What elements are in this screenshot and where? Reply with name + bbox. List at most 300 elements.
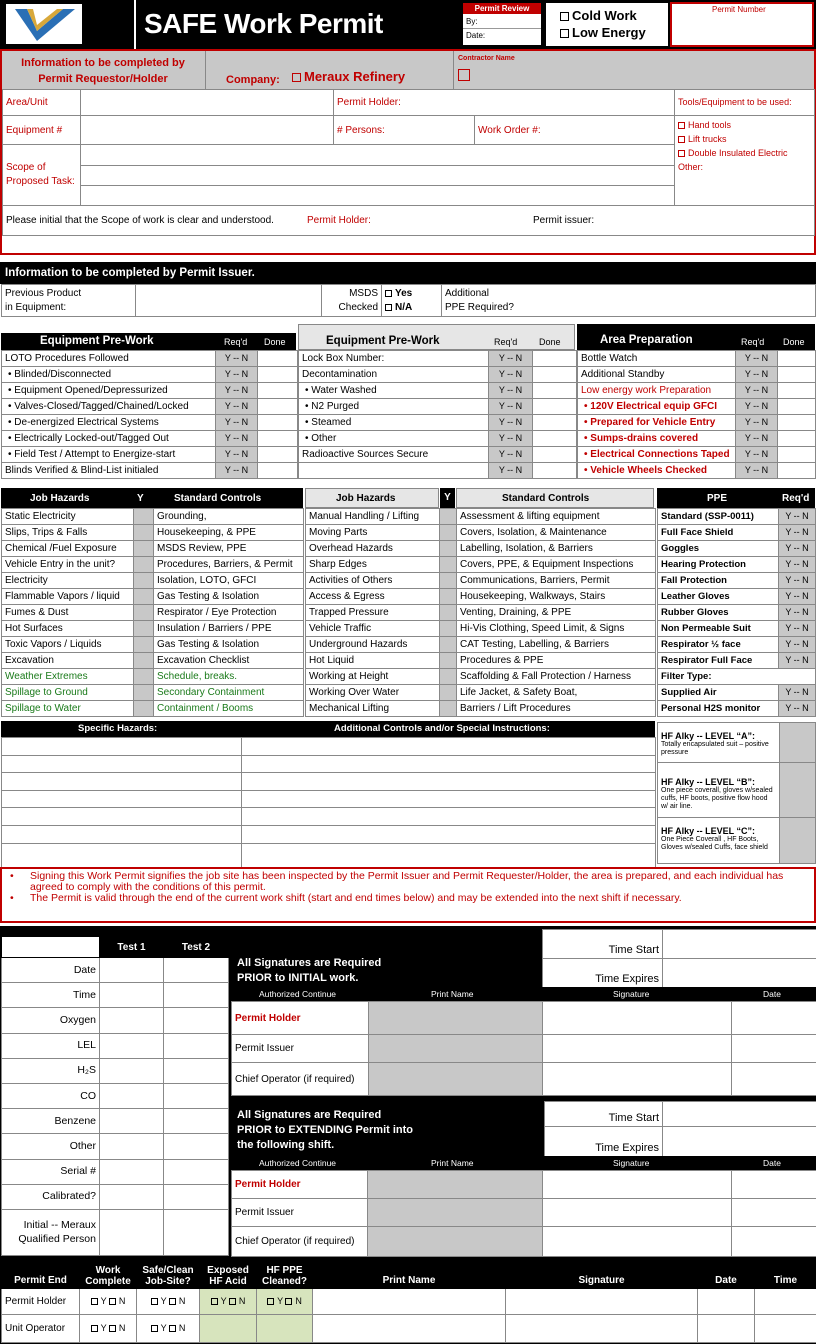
initial-issuer-label: Permit issuer: (533, 215, 595, 226)
gas-test-1-cell[interactable] (100, 1109, 164, 1134)
gas-test-label: LEL (2, 1033, 100, 1058)
by-field[interactable]: By: (463, 14, 541, 29)
gas-test-2-cell[interactable] (164, 1008, 229, 1033)
prework-reqd-yn[interactable]: Y -- N (216, 351, 258, 367)
prework-done-cell[interactable] (778, 383, 816, 399)
ppe-table (657, 508, 816, 717)
prework-item-label: • Water Washed (299, 383, 489, 399)
ppe-label: PPE (707, 493, 728, 504)
ppe-required-label: PPE Required? (445, 301, 514, 313)
hazard-y-check[interactable] (134, 669, 154, 685)
alky-b-label: HF Alky -- LEVEL “B”: (661, 777, 756, 787)
sign1-chief-name[interactable] (369, 1063, 543, 1096)
specific-hazard-row (2, 773, 656, 791)
prework-done-cell[interactable] (533, 351, 577, 367)
gas-test-2-cell[interactable] (164, 1109, 229, 1134)
end-holder-safe-clean[interactable]: Y N (137, 1289, 200, 1315)
gas-test-label: Date (2, 958, 100, 983)
control-label: Labelling, Isolation, & Barriers (457, 541, 656, 557)
prework-reqd-yn[interactable]: Y -- N (736, 351, 778, 367)
hazard-label: Slips, Trips & Falls (2, 525, 134, 541)
area-label: Area/Unit (6, 97, 48, 108)
hazard-y-check[interactable] (134, 621, 154, 637)
gas-test-label: Serial # (2, 1159, 100, 1184)
prework-reqd-yn[interactable]: Y -- N (489, 463, 533, 479)
additional-control-cell[interactable] (242, 790, 656, 808)
prev-product-input[interactable] (136, 285, 322, 317)
filter-type-label: Filter Type: (658, 669, 816, 685)
ppe-row (658, 573, 816, 589)
end-holder-sig[interactable] (506, 1289, 698, 1315)
hazard-row (306, 685, 656, 701)
contractor-checkbox[interactable] (458, 69, 473, 83)
end-holder-hf-ppe[interactable]: Y N (257, 1289, 313, 1315)
page-title: SAFE Work Permit (144, 8, 383, 39)
specific-hazards-label: Specific Hazards: (78, 723, 158, 734)
prework-done-cell[interactable] (533, 431, 577, 447)
hazard-y-check[interactable] (440, 637, 457, 653)
hazard-y-check[interactable] (134, 653, 154, 669)
sign1-issuer-name[interactable] (369, 1035, 543, 1063)
hazard-row (306, 605, 656, 621)
ppe-reqd-yn[interactable]: Y -- N (779, 637, 816, 653)
sign1-chief-sig[interactable] (543, 1063, 732, 1096)
prework-reqd-yn[interactable]: Y -- N (736, 399, 778, 415)
hazard-row (2, 525, 304, 541)
hazard-y-check[interactable] (440, 605, 457, 621)
hazard-y-check[interactable] (134, 589, 154, 605)
ppe-reqd-yn[interactable]: Y -- N (779, 573, 816, 589)
tool-lift-checkbox[interactable]: Lift trucks (678, 132, 811, 146)
notice-2: • The Permit is valid through the end of the current work shift (start and end times below) and may be extended into the next shift if necessary. (10, 892, 682, 904)
prework-row (2, 431, 298, 447)
end-holder-exposed-hf[interactable]: Y N (200, 1289, 257, 1315)
control-label: Secondary Containment (154, 685, 304, 701)
specific-hazard-cell[interactable] (2, 738, 242, 756)
prework-reqd-yn[interactable]: Y -- N (489, 415, 533, 431)
alky-b-check[interactable] (780, 763, 816, 818)
prework-done-cell[interactable] (533, 399, 577, 415)
hazard-y-check[interactable] (440, 573, 457, 589)
end-holder-time[interactable] (755, 1289, 816, 1315)
prework-done-cell[interactable] (533, 415, 577, 431)
hazard-y-check[interactable] (134, 541, 154, 557)
gas-test-row (2, 958, 229, 983)
sign1-holder: Permit Holder (235, 1012, 301, 1024)
specific-hazard-cell[interactable] (2, 825, 242, 843)
end-operator-exposed-hf (200, 1315, 257, 1343)
specific-hazard-row (2, 825, 656, 843)
end-holder-name[interactable] (313, 1289, 506, 1315)
sign1-holder-sig[interactable] (543, 1002, 732, 1035)
specific-hazard-cell[interactable] (2, 808, 242, 826)
control-label: Excavation Checklist (154, 653, 304, 669)
cold-work-checkbox[interactable]: Cold Work (560, 8, 668, 23)
requestor-table (2, 89, 815, 236)
prework-done-cell[interactable] (258, 367, 298, 383)
hazard-label: Spillage to Ground (2, 685, 134, 701)
scope-line-1[interactable] (81, 145, 675, 166)
gas-test-2-cell[interactable] (164, 1159, 229, 1184)
ppe-row (658, 509, 816, 525)
prework-reqd-yn[interactable]: Y -- N (489, 399, 533, 415)
prework-done-cell[interactable] (778, 431, 816, 447)
prework-item-label: • De-energized Electrical Systems (2, 415, 216, 431)
gas-test-1-cell[interactable] (100, 1134, 164, 1159)
hazard-row (2, 653, 304, 669)
hazard-row (2, 701, 304, 717)
gas-test-row (2, 1134, 229, 1159)
prework-row (578, 399, 816, 415)
end-h4: Exposed HF Acid (207, 1264, 249, 1287)
gas-test-1-cell[interactable] (100, 1209, 164, 1255)
permit-number-label: Permit Number (712, 5, 766, 14)
hazard-y-check[interactable] (134, 605, 154, 621)
prework-done-cell[interactable] (258, 463, 298, 479)
supplied-air-row (658, 685, 816, 701)
prework-reqd-yn[interactable]: Y -- N (216, 415, 258, 431)
hazard-y-check[interactable] (134, 509, 154, 525)
permit-number-field[interactable] (670, 2, 814, 47)
prework-reqd-yn[interactable]: Y -- N (216, 399, 258, 415)
control-label: Gas Testing & Isolation (154, 637, 304, 653)
sign2-issuer-name[interactable] (368, 1199, 543, 1227)
gas-test-row (2, 1184, 229, 1209)
end-operator-safe-clean[interactable]: Y N (137, 1315, 200, 1343)
hazard-label: Spillage to Water (2, 701, 134, 717)
additional-control-cell[interactable] (242, 755, 656, 773)
hazard-y-check[interactable] (134, 573, 154, 589)
contractor-label: Contractor Name (458, 55, 515, 62)
hazard-label: Hot Surfaces (2, 621, 134, 637)
hazard-label: Fumes & Dust (2, 605, 134, 621)
prework-reqd-yn[interactable]: Y -- N (489, 351, 533, 367)
sign2-chief-sig[interactable] (543, 1227, 732, 1257)
end-operator-sig[interactable] (506, 1315, 698, 1343)
specific-hazard-cell[interactable] (2, 790, 242, 808)
hazard-y-check[interactable] (440, 541, 457, 557)
end-holder-work-complete[interactable]: Y N (80, 1289, 137, 1315)
low-energy-checkbox[interactable]: Low Energy (560, 25, 668, 40)
sign2-holder-date[interactable] (732, 1171, 816, 1199)
hazard-y-check[interactable] (440, 621, 457, 637)
prework-reqd-3: Req'd (741, 337, 765, 347)
prework-done-cell[interactable] (778, 463, 816, 479)
hazard-label: Mechanical Lifting (306, 701, 440, 717)
hazard-y-check[interactable] (134, 685, 154, 701)
ppe-reqd-yn[interactable]: Y -- N (779, 541, 816, 557)
sign2-table (231, 1170, 816, 1257)
sign1-time-expires-input[interactable] (663, 959, 816, 988)
ppe-reqd-yn[interactable]: Y -- N (779, 605, 816, 621)
gas-test-2-cell[interactable] (164, 1134, 229, 1159)
prework-reqd-yn[interactable]: Y -- N (216, 383, 258, 399)
specific-hazard-cell[interactable] (2, 773, 242, 791)
hazard-label: Activities of Others (306, 573, 440, 589)
hazard-y-check[interactable] (440, 653, 457, 669)
ppe-reqd-yn[interactable]: Y -- N (779, 509, 816, 525)
prework-row (578, 415, 816, 431)
supplied-air-yn[interactable]: Y -- N (779, 685, 816, 701)
gas-test-2-cell[interactable] (164, 1184, 229, 1209)
issuer-table (1, 284, 816, 317)
sign2-time-table (544, 1101, 816, 1157)
prework-row (299, 431, 577, 447)
ppe-label: Non Permeable Suit (658, 621, 779, 637)
prework-reqd-yn[interactable]: Y -- N (216, 367, 258, 383)
additional-control-cell[interactable] (242, 738, 656, 756)
specific-hazard-row (2, 790, 656, 808)
ppe-reqd-yn[interactable]: Y -- N (779, 653, 816, 669)
sign1-holder-name[interactable] (369, 1002, 543, 1035)
logo-icon (7, 5, 83, 45)
prework-reqd-yn[interactable]: Y -- N (216, 431, 258, 447)
sign1-time-expires: Time Expires (595, 973, 659, 985)
hazard-y-check[interactable] (440, 525, 457, 541)
hazards-table-mid (305, 508, 656, 717)
sign2-time-expires: Time Expires (595, 1142, 659, 1154)
prework-row (2, 383, 298, 399)
date-field[interactable]: Date: (466, 31, 486, 40)
area-input[interactable] (81, 90, 334, 116)
sign2-time-start: Time Start (608, 1112, 659, 1124)
company-label: Company: (226, 74, 280, 86)
ppe-reqd-yn[interactable]: Y -- N (779, 621, 816, 637)
hazard-y-check[interactable] (134, 557, 154, 573)
company-checkbox[interactable] (292, 69, 405, 84)
msds-na-checkbox[interactable]: N/A (385, 301, 438, 315)
prework-row (2, 351, 298, 367)
gas-test-2-cell[interactable] (164, 983, 229, 1008)
gas-test-2-cell[interactable] (164, 958, 229, 983)
prework-reqd-yn[interactable]: Y -- N (736, 431, 778, 447)
prework-row (2, 367, 298, 383)
hazard-y-check[interactable] (134, 637, 154, 653)
initial-label: Please initial that the Scope of work is clear and understood. (6, 215, 274, 226)
gas-test-row (2, 1058, 229, 1083)
alky-b-desc: One piece coverall, gloves w/sealed cuffs, HF boots, positive flow hood w/ air line. (661, 787, 773, 810)
sign2-issuer-date[interactable] (732, 1199, 816, 1227)
sign2-holder-name[interactable] (368, 1171, 543, 1199)
ppe-reqd-yn[interactable]: Y -- N (779, 525, 816, 541)
prework-reqd-yn[interactable]: Y -- N (736, 367, 778, 383)
gas-test-1-cell[interactable] (100, 1033, 164, 1058)
hazard-y-check[interactable] (134, 525, 154, 541)
control-label: Procedures, Barriers, & Permit (154, 557, 304, 573)
hazard-row (306, 621, 656, 637)
additional-controls-label: Additional Controls and/or Special Instructions: (334, 723, 550, 734)
gas-test-1-cell[interactable] (100, 1083, 164, 1108)
permit-review-label: Permit Review (463, 3, 541, 14)
hazard-label: Excavation (2, 653, 134, 669)
std-controls-label-2: Standard Controls (502, 493, 590, 504)
control-label: Gas Testing & Isolation (154, 589, 304, 605)
sign2-chief: Chief Operator (if required) (235, 1236, 355, 1247)
sign2-issuer-sig[interactable] (543, 1199, 732, 1227)
prework-row (578, 463, 816, 479)
hazard-row (306, 589, 656, 605)
prework-done-cell[interactable] (258, 383, 298, 399)
prework-row (2, 447, 298, 463)
hazard-y-check[interactable] (440, 669, 457, 685)
prework-done-cell[interactable] (258, 351, 298, 367)
alky-a-check[interactable] (780, 723, 816, 763)
sign1-time-table (542, 929, 816, 988)
prework-reqd-yn[interactable]: Y -- N (736, 463, 778, 479)
prework-item-label: LOTO Procedures Followed (2, 351, 216, 367)
hazard-y-check[interactable] (440, 701, 457, 717)
additional-control-cell[interactable] (242, 773, 656, 791)
prework-reqd-yn[interactable]: Y -- N (216, 463, 258, 479)
prework-done-cell[interactable] (533, 463, 577, 479)
prework-item-label: • Electrical Connections Taped (578, 447, 736, 463)
prework-reqd-yn[interactable]: Y -- N (736, 447, 778, 463)
end-operator-time[interactable] (755, 1315, 816, 1343)
alky-a-label: HF Alky -- LEVEL “A”: (661, 731, 756, 741)
hazard-label: Underground Hazards (306, 637, 440, 653)
scope-line-2[interactable] (81, 166, 675, 186)
gas-test-2-cell[interactable] (164, 1209, 229, 1255)
hazard-row (2, 621, 304, 637)
sign2-holder: Permit Holder (235, 1179, 301, 1190)
specific-hazard-cell[interactable] (2, 755, 242, 773)
hazard-label: Manual Handling / Lifting (306, 509, 440, 525)
end-h6: Print Name (382, 1275, 436, 1286)
sign2-chief-date[interactable] (732, 1227, 816, 1257)
end-h8: Date (715, 1275, 737, 1286)
sign2-holder-sig[interactable] (543, 1171, 732, 1199)
hazard-y-check[interactable] (134, 701, 154, 717)
hazard-y-check[interactable] (440, 589, 457, 605)
prework-row (299, 383, 577, 399)
hazard-row (2, 509, 304, 525)
hazard-label: Static Electricity (2, 509, 134, 525)
control-label: CAT Testing, Labelling, & Barriers (457, 637, 656, 653)
gas-test-2-cell[interactable] (164, 1058, 229, 1083)
hazard-label: Sharp Edges (306, 557, 440, 573)
hazard-y-check[interactable] (440, 509, 457, 525)
sign1-issuer-date[interactable] (732, 1035, 816, 1063)
alky-a-desc: Totally encapsulated suit – positive pressure (661, 741, 769, 756)
prework-done-cell[interactable] (258, 447, 298, 463)
sign2-time-expires-input[interactable] (663, 1127, 816, 1157)
gas-test-2-cell[interactable] (164, 1033, 229, 1058)
specific-hazard-row (2, 738, 656, 756)
hazard-y-check[interactable] (440, 685, 457, 701)
sign1-col-header: Authorized Continue Print Name Signature Date (231, 987, 816, 1001)
ppe-row (658, 621, 816, 637)
sign1-time-start-input[interactable] (663, 930, 816, 959)
additional-control-cell[interactable] (242, 843, 656, 867)
end-operator-work-complete[interactable]: Y N (80, 1315, 137, 1343)
prework-row (299, 399, 577, 415)
prework-done-cell[interactable] (778, 447, 816, 463)
gas-test-row (2, 983, 229, 1008)
hazard-row (306, 637, 656, 653)
prework-reqd-yn[interactable]: Y -- N (489, 367, 533, 383)
ppe-label: Rubber Gloves (658, 605, 779, 621)
gas-test-1-cell[interactable] (100, 1184, 164, 1209)
prework-done-cell[interactable] (778, 351, 816, 367)
sign1-holder-date[interactable] (732, 1002, 816, 1035)
prework-done-cell[interactable] (258, 431, 298, 447)
prework-reqd-yn[interactable]: Y -- N (216, 447, 258, 463)
alky-c-label: HF Alky -- LEVEL “C”: (661, 826, 756, 836)
gas-test-1-cell[interactable] (100, 983, 164, 1008)
ppe-reqd-yn[interactable]: Y -- N (779, 557, 816, 573)
sign2-time-start-input[interactable] (663, 1102, 816, 1127)
end-holder-date[interactable] (698, 1289, 755, 1315)
prework-done-cell[interactable] (258, 399, 298, 415)
gas-test-1-cell[interactable] (100, 1008, 164, 1033)
prework-done-cell[interactable] (778, 399, 816, 415)
tool-hand-checkbox[interactable]: Hand tools (678, 118, 811, 132)
hazard-label: Chemical /Fuel Exposure (2, 541, 134, 557)
end-operator-name[interactable] (313, 1315, 506, 1343)
prework-item-label: • Other (299, 431, 489, 447)
prework-item-label: • Field Test / Attempt to Energize-start (2, 447, 216, 463)
prework-item-label: • Electrically Locked-out/Tagged Out (2, 431, 216, 447)
scope-line-3[interactable] (81, 186, 675, 206)
specific-hazard-row (2, 755, 656, 773)
gas-test-label: Calibrated? (2, 1184, 100, 1209)
prework-done-cell[interactable] (778, 415, 816, 431)
additional-control-cell[interactable] (242, 808, 656, 826)
gas-test-table (1, 936, 229, 1256)
end-operator: Unit Operator (5, 1323, 66, 1334)
sign2-chief-name[interactable] (368, 1227, 543, 1257)
additional-control-cell[interactable] (242, 825, 656, 843)
control-label: Housekeeping, Walkways, Stairs (457, 589, 656, 605)
sign1-table (231, 1001, 816, 1096)
h2s-monitor-yn[interactable]: Y -- N (779, 701, 816, 717)
specific-hazard-cell[interactable] (2, 843, 242, 867)
msds-yes-checkbox[interactable]: Yes (385, 287, 438, 301)
prework-done-cell[interactable] (778, 367, 816, 383)
prework-reqd-yn[interactable]: Y -- N (489, 447, 533, 463)
hazards-table-left (1, 508, 304, 717)
gas-test-label: Time (2, 983, 100, 1008)
gas-test-1-cell[interactable] (100, 1159, 164, 1184)
alky-c-check[interactable] (780, 818, 816, 864)
gas-test-1-cell[interactable] (100, 958, 164, 983)
ppe-reqd-yn[interactable]: Y -- N (779, 589, 816, 605)
control-label: Isolation, LOTO, GFCI (154, 573, 304, 589)
hazard-label: Access & Egress (306, 589, 440, 605)
prework-done-cell[interactable] (258, 415, 298, 431)
gas-test-1-cell[interactable] (100, 1058, 164, 1083)
end-operator-date[interactable] (698, 1315, 755, 1343)
prework-done-cell[interactable] (533, 367, 577, 383)
prework-reqd-yn[interactable]: Y -- N (736, 415, 778, 431)
sign2-issuer: Permit Issuer (235, 1207, 294, 1218)
prework-item-label: Lock Box Number: (299, 351, 489, 367)
sign1-issuer-sig[interactable] (543, 1035, 732, 1063)
hazard-y-check[interactable] (440, 557, 457, 573)
holder-label: Permit Holder: (337, 97, 401, 108)
prework-done-cell[interactable] (533, 447, 577, 463)
prework-item-label: Radioactive Sources Secure (299, 447, 489, 463)
tool-double-checkbox[interactable]: Double Insulated Electric (678, 146, 811, 160)
prework-done-cell[interactable] (533, 383, 577, 399)
prework-reqd-yn[interactable]: Y -- N (736, 383, 778, 399)
prework-reqd-yn[interactable]: Y -- N (489, 383, 533, 399)
equipment-input[interactable] (81, 116, 334, 145)
hazard-row (306, 525, 656, 541)
sign1-chief-date[interactable] (732, 1063, 816, 1096)
prework-reqd-yn[interactable]: Y -- N (489, 431, 533, 447)
gas-test-2-cell[interactable] (164, 1083, 229, 1108)
